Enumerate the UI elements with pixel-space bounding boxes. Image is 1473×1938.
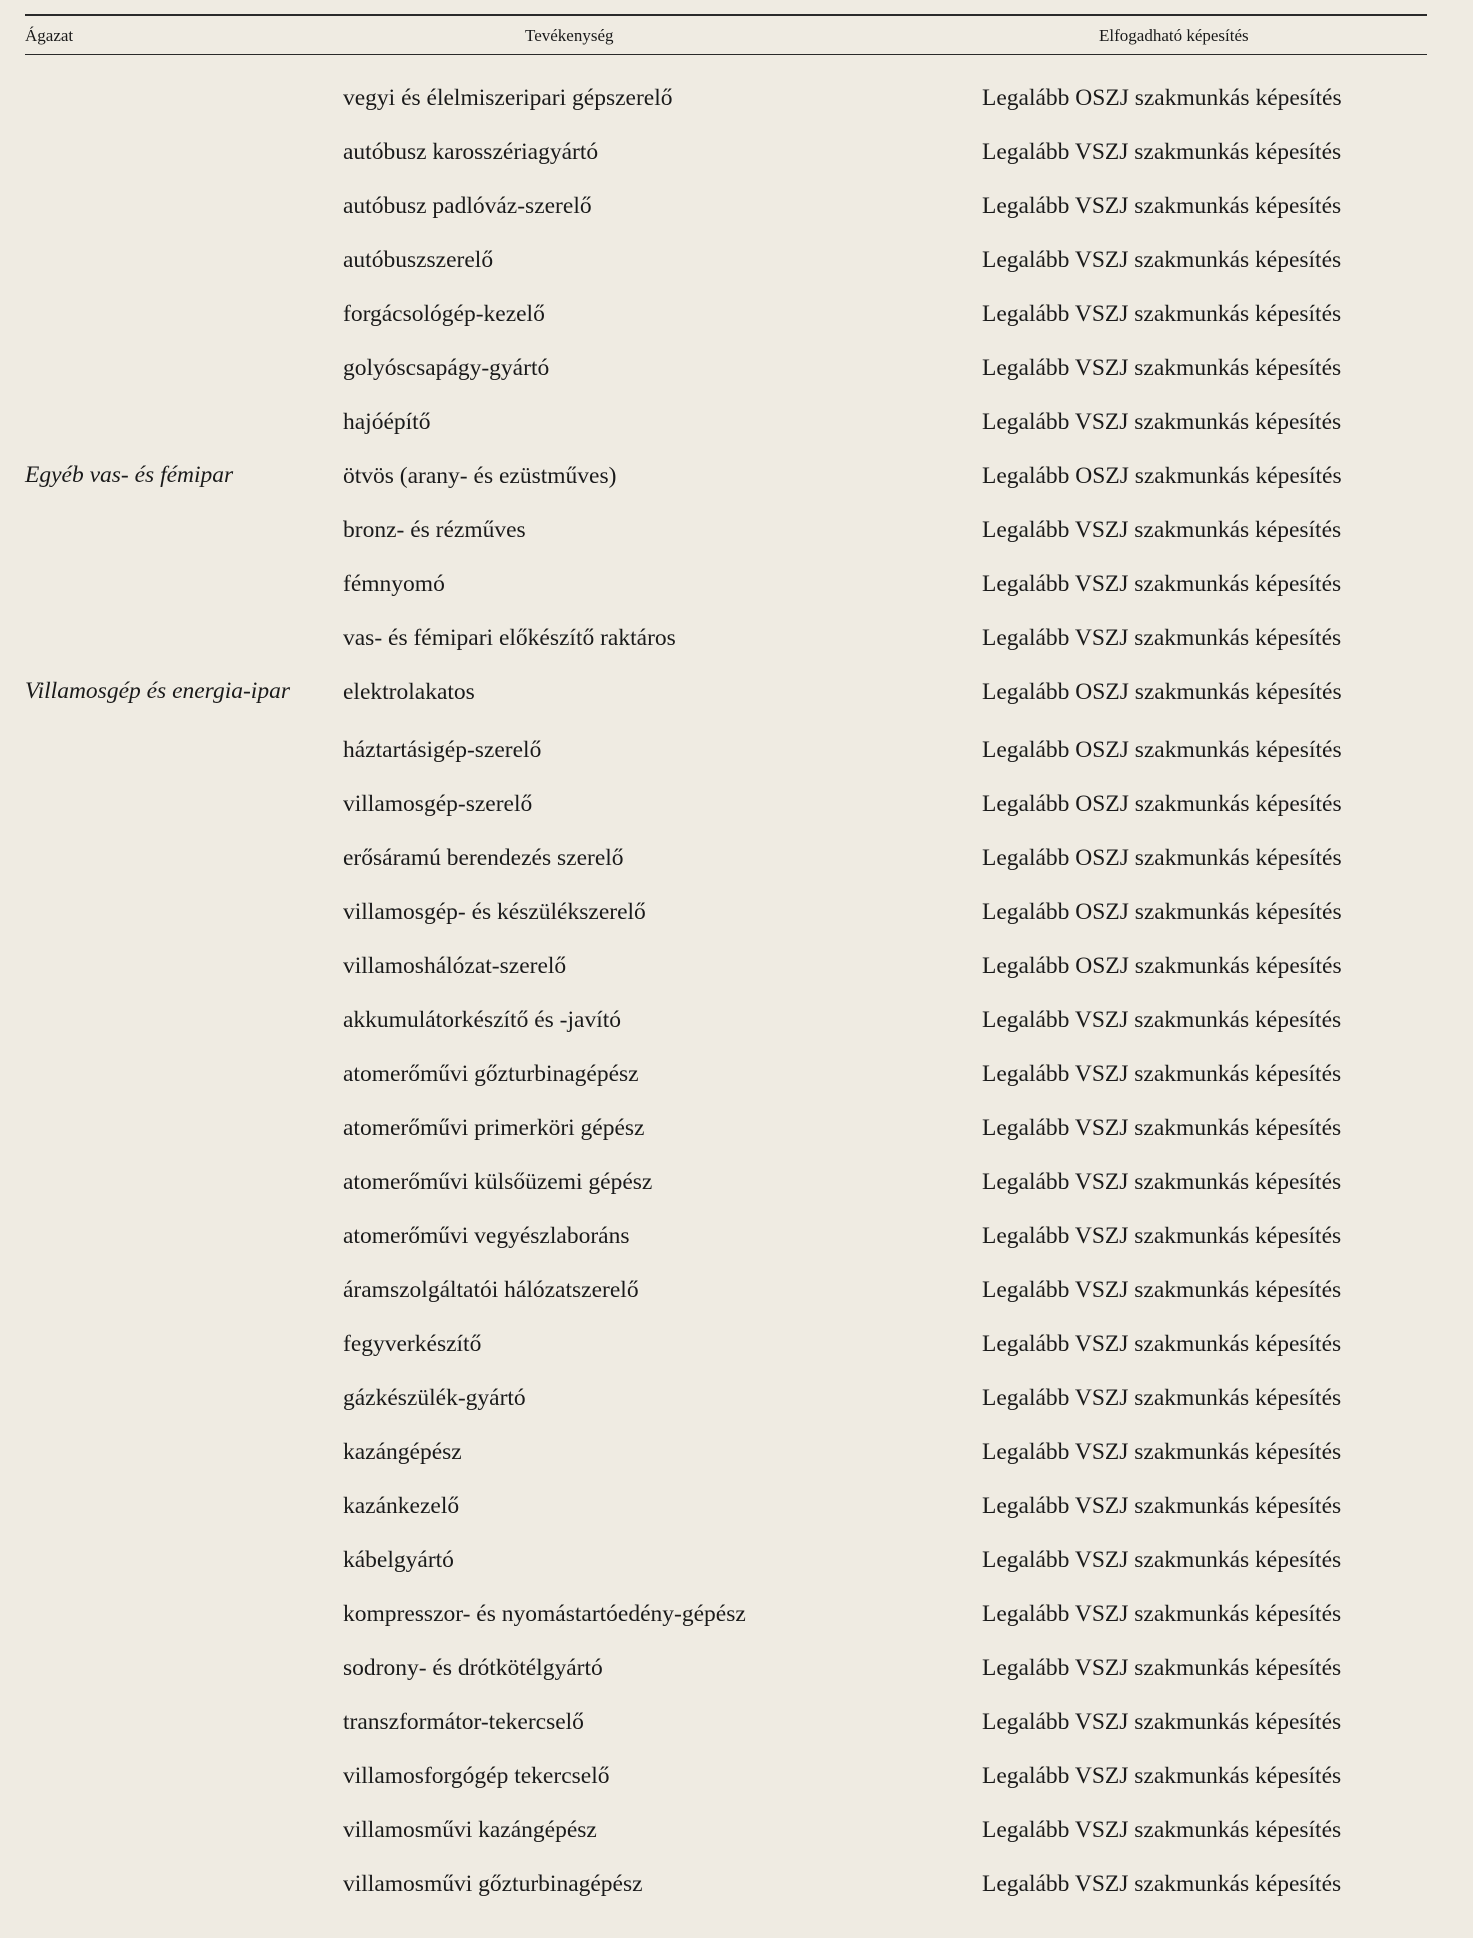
table-row bbox=[25, 132, 1427, 186]
tevekenyseg-cell: kompresszor- és nyomástartóedény-gépész bbox=[343, 1601, 746, 1627]
kepesites-cell: Legalább VSZJ szakmunkás képesítés bbox=[982, 301, 1342, 327]
tevekenyseg-cell: villamosművi kazángépész bbox=[343, 1817, 597, 1843]
kepesites-cell: Legalább VSZJ szakmunkás képesítés bbox=[982, 1763, 1342, 1789]
kepesites-cell: Legalább VSZJ szakmunkás képesítés bbox=[982, 139, 1342, 165]
header-rule bbox=[25, 54, 1427, 55]
kepesites-cell: Legalább VSZJ szakmunkás képesítés bbox=[982, 409, 1342, 435]
kepesites-cell: Legalább VSZJ szakmunkás képesítés bbox=[982, 1439, 1342, 1465]
table-row bbox=[25, 784, 1427, 838]
table-row bbox=[25, 294, 1427, 348]
table-row bbox=[25, 1324, 1427, 1378]
kepesites-cell: Legalább VSZJ szakmunkás képesítés bbox=[982, 1331, 1342, 1357]
kepesites-cell: Legalább VSZJ szakmunkás képesítés bbox=[982, 247, 1342, 273]
table-row bbox=[25, 1702, 1427, 1756]
tevekenyseg-cell: sodrony- és drótkötélgyártó bbox=[343, 1655, 603, 1681]
kepesites-cell: Legalább VSZJ szakmunkás képesítés bbox=[982, 1817, 1342, 1843]
table-row bbox=[25, 1432, 1427, 1486]
table-row bbox=[25, 456, 1427, 510]
top-rule bbox=[25, 14, 1427, 16]
table-row bbox=[25, 1216, 1427, 1270]
tevekenyseg-cell: bronz- és rézműves bbox=[343, 517, 526, 543]
kepesites-cell: Legalább VSZJ szakmunkás képesítés bbox=[982, 193, 1342, 219]
tevekenyseg-cell: villamosforgógép tekercselő bbox=[343, 1763, 610, 1789]
kepesites-cell: Legalább VSZJ szakmunkás képesítés bbox=[982, 1385, 1342, 1411]
tevekenyseg-cell: golyóscsapágy-gyártó bbox=[343, 355, 550, 381]
kepesites-cell: Legalább VSZJ szakmunkás képesítés bbox=[982, 625, 1342, 651]
kepesites-cell: Legalább VSZJ szakmunkás képesítés bbox=[982, 1493, 1342, 1519]
tevekenyseg-cell: forgácsológép-kezelő bbox=[343, 301, 545, 327]
table-header bbox=[25, 26, 1427, 50]
tevekenyseg-cell: kábelgyártó bbox=[343, 1547, 454, 1573]
tevekenyseg-cell: áramszolgáltatói hálózatszerelő bbox=[343, 1277, 639, 1303]
kepesites-cell: Legalább VSZJ szakmunkás képesítés bbox=[982, 1223, 1342, 1249]
kepesites-cell: Legalább VSZJ szakmunkás képesítés bbox=[982, 1601, 1342, 1627]
agazat-cell: Egyéb vas- és fémipar bbox=[25, 462, 234, 488]
table-row bbox=[25, 186, 1427, 240]
tevekenyseg-cell: vas- és fémipari előkészítő raktáros bbox=[343, 625, 676, 651]
tevekenyseg-cell: ötvös (arany- és ezüstműves) bbox=[343, 463, 617, 489]
tevekenyseg-cell: atomerőművi primerköri gépész bbox=[343, 1115, 645, 1141]
table-row bbox=[25, 1270, 1427, 1324]
table-row bbox=[25, 78, 1427, 132]
tevekenyseg-cell: villamosművi gőzturbinagépész bbox=[343, 1871, 643, 1897]
table-row bbox=[25, 618, 1427, 672]
kepesites-cell: Legalább VSZJ szakmunkás képesítés bbox=[982, 1547, 1342, 1573]
table-row bbox=[25, 1378, 1427, 1432]
table-row bbox=[25, 730, 1427, 784]
tevekenyseg-cell: atomerőművi vegyészlaboráns bbox=[343, 1223, 630, 1249]
tevekenyseg-cell: fémnyomó bbox=[343, 571, 445, 597]
document-page bbox=[25, 0, 1427, 1938]
kepesites-cell: Legalább OSZJ szakmunkás képesítés bbox=[982, 737, 1342, 763]
kepesites-cell: Legalább OSZJ szakmunkás képesítés bbox=[982, 953, 1342, 979]
kepesites-cell: Legalább VSZJ szakmunkás képesítés bbox=[982, 1709, 1342, 1735]
tevekenyseg-cell: transzformátor-tekercselő bbox=[343, 1709, 584, 1735]
tevekenyseg-cell: elektrolakatos bbox=[343, 679, 475, 705]
kepesites-cell: Legalább OSZJ szakmunkás képesítés bbox=[982, 899, 1342, 925]
tevekenyseg-cell: gázkészülék-gyártó bbox=[343, 1385, 526, 1411]
kepesites-cell: Legalább VSZJ szakmunkás képesítés bbox=[982, 1277, 1342, 1303]
kepesites-cell: Legalább OSZJ szakmunkás képesítés bbox=[982, 845, 1342, 871]
tevekenyseg-cell: kazángépész bbox=[343, 1439, 462, 1465]
table-row bbox=[25, 1054, 1427, 1108]
table-body bbox=[25, 78, 1427, 1918]
table-row bbox=[25, 1864, 1427, 1918]
tevekenyseg-cell: akkumulátorkészítő és -javító bbox=[343, 1007, 622, 1033]
table-row bbox=[25, 510, 1427, 564]
table-row bbox=[25, 1810, 1427, 1864]
kepesites-cell: Legalább VSZJ szakmunkás képesítés bbox=[982, 517, 1342, 543]
table-row bbox=[25, 348, 1427, 402]
kepesites-cell: Legalább VSZJ szakmunkás képesítés bbox=[982, 1115, 1342, 1141]
kepesites-cell: Legalább OSZJ szakmunkás képesítés bbox=[982, 791, 1342, 817]
tevekenyseg-cell: autóbusz karosszériagyártó bbox=[343, 139, 599, 165]
tevekenyseg-cell: villamosgép- és készülékszerelő bbox=[343, 899, 646, 925]
kepesites-cell: Legalább VSZJ szakmunkás képesítés bbox=[982, 355, 1342, 381]
table-row bbox=[25, 1594, 1427, 1648]
table-row bbox=[25, 1540, 1427, 1594]
table-row bbox=[25, 1756, 1427, 1810]
tevekenyseg-cell: kazánkezelő bbox=[343, 1493, 460, 1519]
table-row bbox=[25, 946, 1427, 1000]
tevekenyseg-cell: autóbuszszerelő bbox=[343, 247, 494, 273]
table-row bbox=[25, 838, 1427, 892]
table-row bbox=[25, 1648, 1427, 1702]
kepesites-cell: Legalább OSZJ szakmunkás képesítés bbox=[982, 463, 1342, 489]
table-row bbox=[25, 402, 1427, 456]
table-row bbox=[25, 672, 1427, 730]
tevekenyseg-cell: villamoshálózat-szerelő bbox=[343, 953, 567, 979]
kepesites-cell: Legalább OSZJ szakmunkás képesítés bbox=[982, 85, 1342, 111]
kepesites-cell: Legalább VSZJ szakmunkás képesítés bbox=[982, 1061, 1342, 1087]
kepesites-cell: Legalább OSZJ szakmunkás képesítés bbox=[982, 679, 1342, 705]
header-kepesites: Elfogadható képesítés bbox=[1099, 26, 1249, 45]
table-row bbox=[25, 1162, 1427, 1216]
kepesites-cell: Legalább VSZJ szakmunkás képesítés bbox=[982, 1007, 1342, 1033]
tevekenyseg-cell: atomerőművi külsőüzemi gépész bbox=[343, 1169, 653, 1195]
table-row bbox=[25, 1108, 1427, 1162]
table-row bbox=[25, 1000, 1427, 1054]
tevekenyseg-cell: hajóépítő bbox=[343, 409, 431, 435]
header-agazat: Ágazat bbox=[25, 26, 74, 45]
table-row bbox=[25, 240, 1427, 294]
kepesites-cell: Legalább VSZJ szakmunkás képesítés bbox=[982, 1871, 1342, 1897]
kepesites-cell: Legalább VSZJ szakmunkás képesítés bbox=[982, 1169, 1342, 1195]
tevekenyseg-cell: atomerőművi gőzturbinagépész bbox=[343, 1061, 639, 1087]
tevekenyseg-cell: fegyverkészítő bbox=[343, 1331, 482, 1357]
table-row bbox=[25, 1486, 1427, 1540]
agazat-cell: Villamosgép és energia-ipar bbox=[25, 678, 290, 704]
tevekenyseg-cell: autóbusz padlóváz-szerelő bbox=[343, 193, 592, 219]
tevekenyseg-cell: erősáramú berendezés szerelő bbox=[343, 845, 624, 871]
tevekenyseg-cell: vegyi és élelmiszeripari gépszerelő bbox=[343, 85, 673, 111]
tevekenyseg-cell: háztartásigép-szerelő bbox=[343, 737, 542, 763]
table-row bbox=[25, 564, 1427, 618]
table-row bbox=[25, 892, 1427, 946]
kepesites-cell: Legalább VSZJ szakmunkás képesítés bbox=[982, 1655, 1342, 1681]
tevekenyseg-cell: villamosgép-szerelő bbox=[343, 791, 533, 817]
header-tevekenyseg: Tevékenység bbox=[525, 26, 614, 45]
kepesites-cell: Legalább VSZJ szakmunkás képesítés bbox=[982, 571, 1342, 597]
